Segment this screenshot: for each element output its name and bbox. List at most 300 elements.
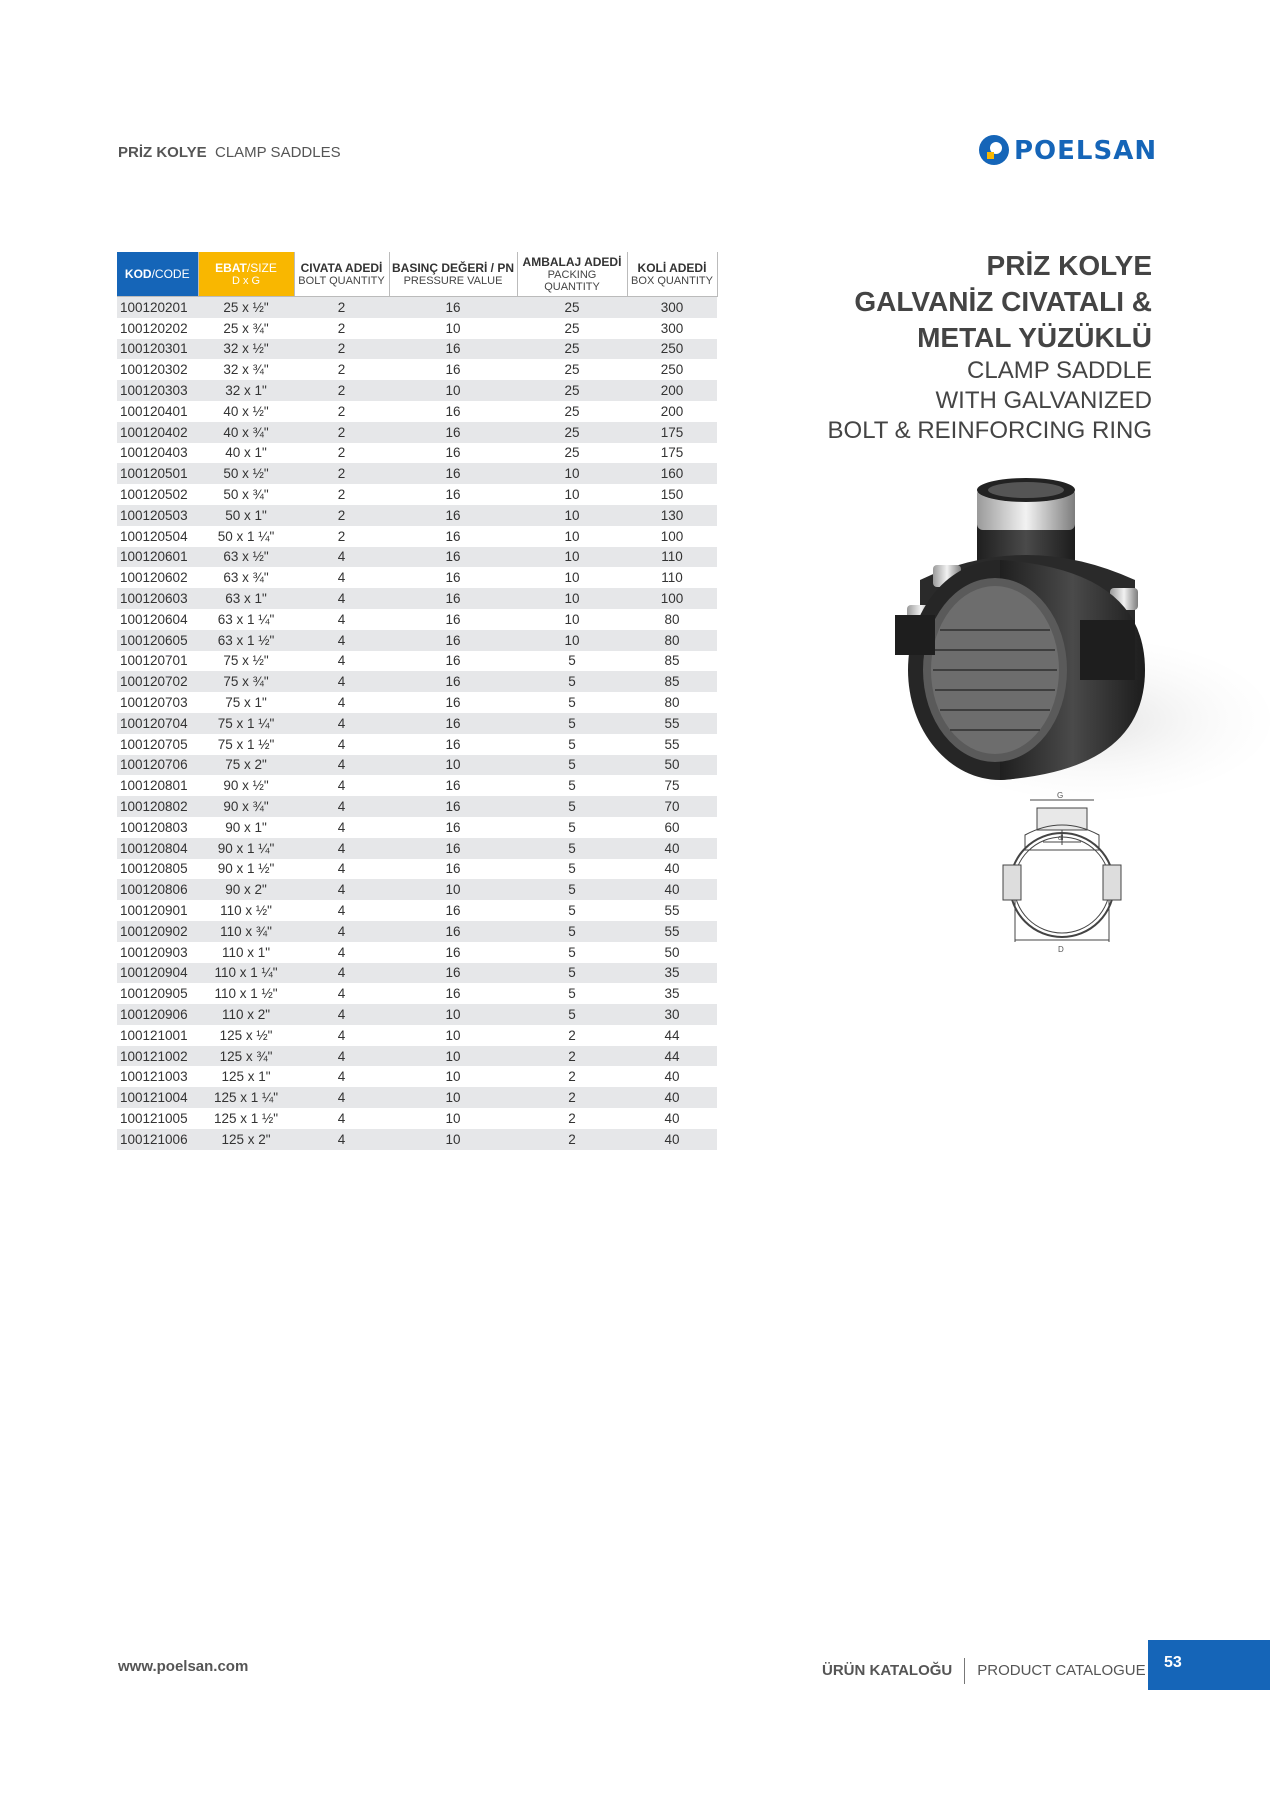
table-row (117, 1108, 717, 1129)
table-cell: 2 (568, 1110, 576, 1126)
table-cell: 100120402 (117, 422, 198, 443)
table-cell: 4 (294, 713, 389, 734)
table-cell: 2 (517, 1129, 627, 1150)
table-cell: 25 (564, 320, 580, 336)
table-cell: 100121006 (117, 1129, 198, 1150)
table-cell: 5 (568, 695, 576, 711)
table-cell: 55 (627, 921, 717, 942)
table-cell: 10 (517, 463, 627, 484)
table-cell: 75 x 1 ¼" (198, 713, 294, 734)
table-cell: 4 (337, 611, 346, 627)
table-cell: 100120706 (117, 755, 198, 776)
table-cell: 10 (445, 1027, 461, 1043)
table-cell: 110 (661, 570, 683, 586)
table-cell: 4 (337, 695, 346, 711)
table-cell: 16 (445, 986, 461, 1002)
table-cell: 100120602 (120, 570, 188, 586)
table-cell: 44 (664, 1027, 680, 1043)
table-cell: 100120703 (120, 695, 188, 711)
table-row (117, 963, 717, 984)
table-row (117, 1066, 717, 1087)
table-row (117, 339, 717, 360)
table-cell: 2 (337, 320, 346, 336)
table-cell: 10 (389, 1046, 517, 1067)
table-cell: 90 x 1" (225, 819, 267, 835)
table-cell: 5 (517, 671, 627, 692)
breadcrumb (118, 144, 341, 161)
table-row (117, 775, 717, 796)
table-cell: 2 (337, 528, 346, 544)
table-cell: 90 x 1 ½" (217, 861, 275, 877)
table-cell: 250 (627, 339, 717, 360)
table-cell: 35 (627, 963, 717, 984)
table-cell: 5 (517, 921, 627, 942)
table-cell: 5 (517, 796, 627, 817)
table-row (117, 983, 717, 1004)
footer-catalog-en: PRODUCT CATALOGUE (977, 1661, 1146, 1679)
table-row (117, 796, 717, 817)
technical-drawing (995, 790, 1155, 970)
table-cell: 100120804 (117, 838, 198, 859)
table-cell: 10 (517, 547, 627, 568)
table-cell: 10 (389, 1004, 517, 1025)
table-cell: 4 (294, 1046, 389, 1067)
table-cell: 16 (445, 403, 461, 419)
table-cell: 100120202 (120, 320, 188, 336)
table-row (117, 505, 717, 526)
table-cell: 16 (445, 903, 461, 918)
table-cell: 10 (517, 505, 627, 526)
table-cell: 110 x ½" (220, 903, 272, 918)
table-cell: 100120806 (117, 879, 198, 900)
table-row (117, 630, 717, 651)
footer-url[interactable]: www.poelsan.com (118, 1658, 249, 1675)
table-cell: 4 (294, 796, 389, 817)
spec-table (117, 252, 718, 1150)
table-row (117, 1004, 717, 1025)
table-row (117, 526, 717, 547)
table-row (117, 755, 717, 776)
table-cell: 5 (517, 1004, 627, 1025)
table-cell: 16 (389, 921, 517, 942)
table-row (117, 1129, 717, 1150)
table-cell: 4 (294, 630, 389, 651)
table-cell: 25 (517, 422, 627, 443)
table-cell: 2 (294, 422, 389, 443)
table-cell: 25 (564, 362, 580, 378)
table-cell: 10 (389, 755, 517, 776)
table-cell: 100120702 (117, 671, 198, 692)
table-cell: 4 (337, 944, 346, 960)
table-cell: 125 x ¾" (198, 1046, 294, 1067)
table-cell: 40 x 1" (225, 445, 267, 461)
table-cell: 30 (627, 1004, 717, 1025)
table-cell: 100120401 (120, 403, 188, 419)
table-row (117, 609, 717, 630)
table-cell: 2 (294, 380, 389, 401)
table-cell: 40 (627, 1129, 717, 1150)
table-row (117, 692, 717, 713)
table-cell: 2 (337, 487, 346, 503)
table-cell: 16 (445, 653, 461, 669)
table-cell: 32 x 1" (198, 380, 294, 401)
table-cell: 10 (564, 487, 580, 503)
table-cell: 63 x 1 ¼" (217, 611, 275, 627)
table-cell: 100120501 (117, 463, 198, 484)
table-cell: 100120904 (117, 963, 198, 984)
table-cell: 16 (445, 695, 461, 711)
header-pressure: BASINÇ DEĞERİ / PN PRESSURE VALUE (389, 252, 517, 297)
table-cell: 2 (294, 463, 389, 484)
table-cell: 110 x 1 ½" (214, 986, 278, 1002)
table-cell: 100120901 (120, 903, 188, 918)
table-cell: 2 (568, 1069, 576, 1085)
table-cell: 16 (389, 547, 517, 568)
table-cell: 10 (445, 1069, 461, 1085)
table-cell: 4 (337, 1110, 346, 1126)
title-tr-line-2: GALVANİZ CIVATALI & (854, 286, 1152, 317)
table-cell: 50 x ½" (198, 463, 294, 484)
table-cell: 50 x 1" (198, 505, 294, 526)
table-cell: 100121001 (120, 1027, 188, 1043)
table-cell: 5 (568, 986, 576, 1002)
table-cell: 25 (517, 339, 627, 360)
table-cell: 70 (627, 796, 717, 817)
table-cell: 16 (389, 463, 517, 484)
table-cell: 35 (664, 986, 680, 1002)
table-cell: 100120302 (120, 362, 188, 378)
table-cell: 25 x ¾" (223, 320, 269, 336)
footer-catalog-tr: ÜRÜN KATALOĞU (822, 1661, 953, 1679)
table-cell: 4 (337, 570, 346, 586)
table-cell: 25 x ½" (198, 297, 294, 318)
table-cell: 2 (294, 297, 389, 318)
table-cell: 50 (627, 755, 717, 776)
table-cell: 40 x ½" (223, 403, 269, 419)
table-cell: 10 (389, 1129, 517, 1150)
table-row (117, 859, 717, 880)
table-cell: 90 x 1 ¼" (198, 838, 294, 859)
table-row (117, 463, 717, 484)
table-header-row (117, 252, 717, 297)
table-cell: 100120403 (120, 445, 188, 461)
table-cell: 2 (517, 1087, 627, 1108)
table-cell: 16 (445, 528, 461, 544)
table-cell: 100120802 (117, 796, 198, 817)
table-cell: 300 (660, 320, 684, 336)
table-cell: 100120503 (117, 505, 198, 526)
breadcrumb-en: CLAMP SADDLES (214, 144, 341, 161)
table-cell: 4 (337, 861, 346, 877)
table-cell: 5 (568, 944, 576, 960)
table-cell: 100120504 (120, 528, 188, 544)
table-cell: 4 (294, 921, 389, 942)
clamp-saddle-photo (895, 470, 1270, 800)
table-row (117, 567, 717, 588)
table-cell: 16 (389, 339, 517, 360)
table-cell: 85 (664, 653, 680, 669)
table-cell: 4 (337, 986, 346, 1002)
table-row (117, 422, 717, 443)
table-cell: 160 (627, 463, 717, 484)
table-cell: 150 (660, 487, 684, 503)
table-cell: 100121003 (120, 1069, 188, 1085)
label-d: D (1058, 945, 1064, 954)
table-cell: 4 (337, 778, 346, 794)
table-cell: 16 (389, 422, 517, 443)
table-row (117, 900, 717, 921)
table-cell: 40 (664, 861, 680, 877)
table-cell: 2 (337, 403, 346, 419)
table-cell: 25 (564, 403, 580, 419)
product-title (828, 248, 1152, 446)
table-cell: 90 x ½" (223, 778, 269, 794)
table-cell: 55 (664, 736, 680, 752)
table-cell: 63 x 1 ½" (198, 630, 294, 651)
table-cell: 16 (445, 778, 461, 794)
table-cell: 110 x ¾" (198, 921, 294, 942)
table-row (117, 443, 717, 464)
table-cell: 125 x 1 ¼" (198, 1087, 294, 1108)
table-cell: 110 x 2" (198, 1004, 294, 1025)
table-cell: 4 (294, 879, 389, 900)
table-cell: 100120906 (117, 1004, 198, 1025)
table-cell: 16 (389, 963, 517, 984)
table-cell: 16 (389, 838, 517, 859)
table-row (117, 817, 717, 838)
table-cell: 40 x ¾" (198, 422, 294, 443)
table-cell: 110 (627, 547, 717, 568)
table-cell: 63 x ¾" (223, 570, 269, 586)
label-g: G (1057, 791, 1064, 800)
table-cell: 4 (294, 671, 389, 692)
table-cell: 10 (564, 570, 580, 586)
table-row (117, 359, 717, 380)
table-cell: 32 x ½" (198, 339, 294, 360)
table-row (117, 1046, 717, 1067)
table-cell: 16 (389, 713, 517, 734)
table-cell: 4 (294, 588, 389, 609)
table-cell: 5 (517, 755, 627, 776)
table-cell: 16 (389, 588, 517, 609)
table-cell: 40 (664, 1110, 680, 1126)
table-row (117, 380, 717, 401)
title-tr-line-1: PRİZ KOLYE (986, 250, 1152, 281)
table-cell: 100121002 (117, 1046, 198, 1067)
footer-catalog (822, 1658, 1146, 1684)
table-row (117, 734, 717, 755)
table-cell: 100120201 (117, 297, 198, 318)
table-cell: 16 (445, 445, 461, 461)
table-cell: 10 (564, 528, 580, 544)
table-cell: 50 x ¾" (223, 487, 269, 503)
table-cell: 63 x ½" (198, 547, 294, 568)
table-cell: 175 (627, 422, 717, 443)
table-cell: 4 (294, 1004, 389, 1025)
table-cell: 10 (445, 320, 461, 336)
table-cell: 25 (564, 445, 580, 461)
table-cell: 100120705 (120, 736, 188, 752)
table-cell: 125 x 1 ½" (213, 1110, 279, 1126)
table-cell: 125 x 2" (198, 1129, 294, 1150)
table-cell: 250 (660, 362, 684, 378)
header-size: EBAT/SIZE D x G (198, 252, 294, 297)
table-cell: 5 (568, 903, 576, 918)
table-cell: 4 (294, 838, 389, 859)
header-packing-qty: AMBALAJ ADEDİ PACKING QUANTITY (517, 252, 627, 297)
table-row (117, 547, 717, 568)
table-cell: 4 (337, 736, 346, 752)
table-body (117, 297, 717, 1150)
table-cell: 100 (627, 588, 717, 609)
table-cell: 2 (294, 339, 389, 360)
table-cell: 100121004 (117, 1087, 198, 1108)
footer-divider (964, 1658, 965, 1684)
table-cell: 100120301 (117, 339, 198, 360)
table-cell: 40 (664, 1069, 680, 1085)
table-cell: 75 x 1 ½" (217, 736, 275, 752)
table-cell: 100120905 (120, 986, 188, 1002)
table-cell: 4 (337, 653, 346, 669)
table-cell: 100120902 (117, 921, 198, 942)
table-cell: 80 (664, 611, 680, 627)
table-cell: 4 (294, 1087, 389, 1108)
table-cell: 75 x 2" (198, 755, 294, 776)
table-cell: 200 (627, 380, 717, 401)
table-cell: 16 (389, 297, 517, 318)
table-cell: 100120303 (117, 380, 198, 401)
title-en-line-3: BOLT & REINFORCING RING (827, 417, 1152, 444)
table-row (117, 484, 717, 505)
table-cell: 50 x 1 ¼" (217, 528, 275, 544)
page-number-box (1148, 1640, 1270, 1690)
table-cell: 25 (517, 380, 627, 401)
table-cell: 100120805 (120, 861, 188, 877)
table-cell: 55 (627, 713, 717, 734)
poelsan-logo (978, 132, 1158, 168)
table-cell: 10 (389, 380, 517, 401)
header-box-qty: KOLİ ADEDİ BOX QUANTITY (627, 252, 717, 297)
table-cell: 63 x 1" (198, 588, 294, 609)
page-number: 53 (1164, 1654, 1182, 1671)
table-row (117, 838, 717, 859)
table-row (117, 942, 717, 963)
table-cell: 10 (445, 1110, 461, 1126)
header-bolt-qty: CIVATA ADEDİ BOLT QUANTITY (294, 252, 389, 297)
table-cell: 25 (517, 297, 627, 318)
table-cell: 75 (664, 778, 680, 794)
table-cell: 100121005 (120, 1110, 188, 1126)
table-cell: 175 (660, 445, 684, 461)
table-cell: 5 (517, 713, 627, 734)
table-cell: 200 (660, 403, 684, 419)
table-cell: 16 (389, 630, 517, 651)
table-cell: 80 (664, 695, 680, 711)
table-cell: 125 x ½" (219, 1027, 273, 1043)
table-cell: 4 (294, 547, 389, 568)
table-cell: 85 (627, 671, 717, 692)
table-cell: 4 (294, 1129, 389, 1150)
table-row (117, 921, 717, 942)
table-row (117, 651, 717, 672)
title-en-line-1: CLAMP SADDLE (967, 357, 1152, 384)
table-cell: 100120601 (117, 547, 198, 568)
logo-mark-icon (978, 134, 1010, 166)
table-cell: 2 (337, 362, 346, 378)
table-cell: 4 (337, 819, 346, 835)
table-cell: 5 (517, 879, 627, 900)
table-cell: 60 (664, 819, 680, 835)
table-cell: 100120803 (120, 819, 188, 835)
table-cell: 110 x 1 ¼" (198, 963, 294, 984)
table-cell: 10 (389, 1087, 517, 1108)
table-cell: 16 (389, 796, 517, 817)
table-row (117, 318, 717, 339)
table-cell: 32 x ¾" (223, 362, 269, 378)
table-cell: 80 (627, 630, 717, 651)
table-cell: 4 (337, 1027, 346, 1043)
table-cell: 16 (445, 819, 461, 835)
breadcrumb-tr: PRİZ KOLYE (118, 144, 207, 161)
table-cell: 2 (294, 505, 389, 526)
table-cell: 2 (517, 1046, 627, 1067)
table-cell: 75 x 1" (225, 695, 267, 711)
table-cell: 90 x ¾" (198, 796, 294, 817)
table-cell: 16 (445, 944, 461, 960)
table-cell: 130 (627, 505, 717, 526)
table-cell: 100120801 (120, 778, 188, 794)
table-cell: 16 (389, 671, 517, 692)
table-cell: 16 (445, 736, 461, 752)
table-cell: 40 (627, 1087, 717, 1108)
table-cell: 16 (445, 570, 461, 586)
table-cell: 44 (627, 1046, 717, 1067)
header-code: KOD/CODE (117, 252, 198, 297)
table-cell: 16 (389, 505, 517, 526)
table-row (117, 713, 717, 734)
table-cell: 100120604 (120, 611, 188, 627)
table-cell: 4 (337, 1069, 346, 1085)
table-cell: 4 (337, 903, 346, 918)
table-cell: 100120704 (117, 713, 198, 734)
table-row (117, 1087, 717, 1108)
table-cell: 5 (568, 861, 576, 877)
label-di: dl (1058, 835, 1064, 842)
table-cell: 100120502 (120, 487, 188, 503)
table-cell: 4 (294, 963, 389, 984)
table-row (117, 671, 717, 692)
table-cell: 2 (337, 445, 346, 461)
table-row (117, 879, 717, 900)
table-row (117, 1025, 717, 1046)
table-cell: 300 (627, 297, 717, 318)
table-cell: 10 (389, 879, 517, 900)
table-cell: 90 x 2" (198, 879, 294, 900)
table-cell: 100120603 (117, 588, 198, 609)
table-cell: 5 (568, 653, 576, 669)
table-cell: 16 (445, 362, 461, 378)
table-cell: 50 (664, 944, 680, 960)
table-row (117, 401, 717, 422)
table-cell: 5 (517, 838, 627, 859)
title-tr-line-3: METAL YÜZÜKLÜ (917, 322, 1152, 353)
table-cell: 10 (564, 611, 580, 627)
table-cell: 55 (664, 903, 680, 918)
table-cell: 5 (568, 819, 576, 835)
table-cell: 2 (568, 1027, 576, 1043)
table-cell: 40 (627, 879, 717, 900)
table-cell: 75 x ½" (223, 653, 269, 669)
